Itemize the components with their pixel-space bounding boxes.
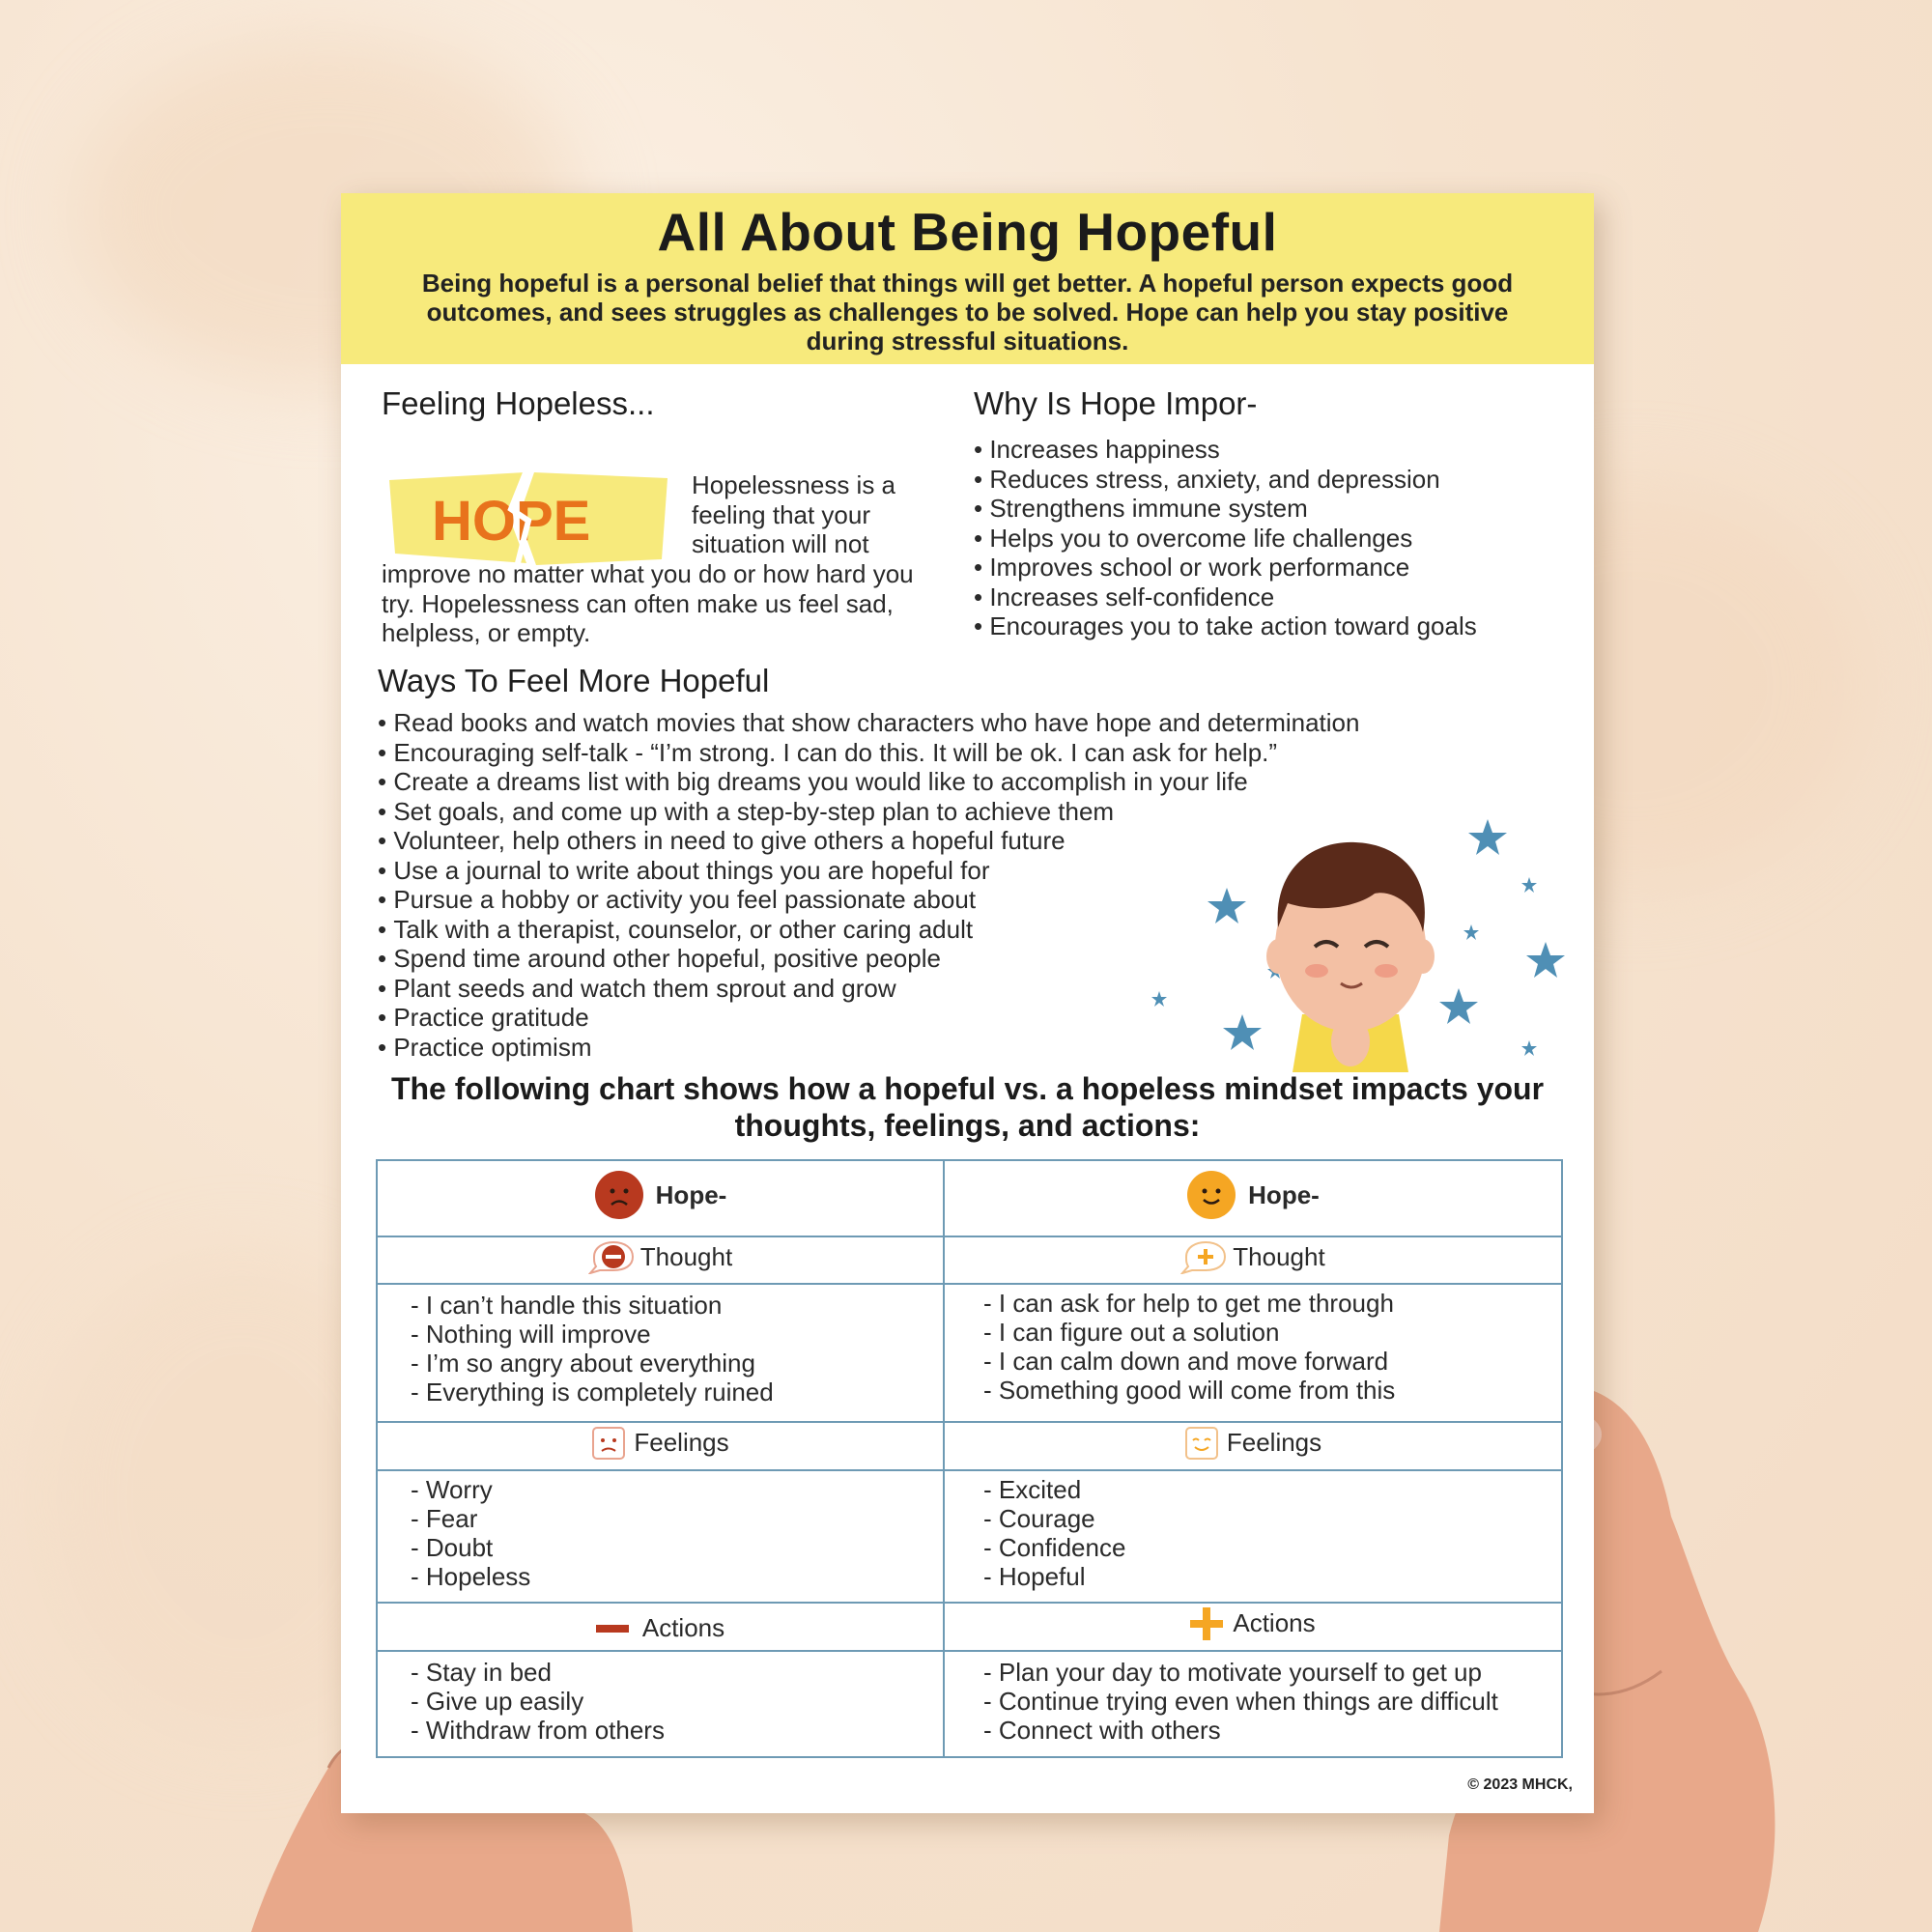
table-row (377, 1236, 1562, 1284)
list-item: • Increases self-confidence (974, 582, 1573, 612)
list-item: • Volunteer, help others in need to give others a hopeful future (378, 826, 1537, 856)
table-row (377, 1284, 1562, 1422)
table-row (377, 1470, 1562, 1603)
list-item: • Encourages you to take action toward goals (974, 611, 1573, 641)
list-item: • Encouraging self-talk - “I’m strong. I can do this. It will be ok. I can ask for help.” (378, 738, 1537, 768)
list-item: - Doubt (411, 1533, 943, 1562)
negative-actions-cell (377, 1651, 944, 1757)
star-icon (1468, 819, 1507, 855)
negative-feelings-list (378, 1475, 943, 1591)
list-item: • Helps you to overcome life challenges (974, 524, 1573, 554)
worksheet (341, 193, 1594, 1813)
list-item: • Improves school or work performance (974, 553, 1573, 582)
positive-thoughts-cell (944, 1284, 1562, 1422)
star-icon (1463, 924, 1479, 940)
positive-feelings-cell (944, 1470, 1562, 1603)
hopeless-line-2: feeling that your (692, 500, 871, 529)
list-item: • Talk with a therapist, counselor, or other caring adult (378, 915, 1537, 945)
negative-thoughts-cell (377, 1284, 944, 1422)
list-item: - Nothing will improve (411, 1320, 943, 1349)
hopeless-paragraph: improve no matter what you do or how hard you try. Hopelessness can often make us feel sad, helpless, or empty. (382, 559, 914, 647)
plus-icon (1190, 1607, 1223, 1640)
page-title: All About Being Hopeful (657, 202, 1278, 262)
table-row (377, 1603, 1562, 1651)
copyright (1467, 1776, 1573, 1794)
hopeless-header-label: Hope- (655, 1179, 727, 1209)
list-item: • Practice optimism (378, 1033, 1537, 1063)
sad-feelings-icon (591, 1426, 626, 1461)
intro-text: Being hopeful is a personal belief that things will get better. A hopeful person expects good outcomes, and sees struggles as challenges to be solved. Hope can help you stay positive during stressful situations. (421, 269, 1514, 355)
positive-thought-header (944, 1236, 1562, 1284)
list-item: - Everything is completely ruined (411, 1378, 943, 1406)
list-item: - Hopeless (411, 1562, 943, 1591)
list-item: - Give up easily (411, 1687, 943, 1716)
list-item: - Worry (411, 1475, 943, 1504)
list-item: • Strengthens immune system (974, 494, 1573, 524)
table-row (377, 1422, 1562, 1470)
negative-feelings-cell (377, 1470, 944, 1603)
feelings-label: Feelings (1226, 1428, 1322, 1457)
list-item: - Fear (411, 1504, 943, 1533)
star-icon (1151, 991, 1167, 1007)
list-item: • Use a journal to write about things you are hopeful for (378, 856, 1537, 886)
positive-thoughts-list (945, 1289, 1561, 1405)
list-item: - I can calm down and move forward (983, 1347, 1561, 1376)
why-list (974, 435, 1573, 641)
list-item: • Spend time around other hopeful, positive people (378, 944, 1537, 974)
hopeless-header-cell (377, 1160, 944, 1236)
list-item: - Confidence (983, 1533, 1561, 1562)
list-item: - Something good will come from this (983, 1376, 1561, 1405)
list-item: - I can ask for help to get me through (983, 1289, 1561, 1318)
broken-hope-logo (382, 470, 671, 567)
table-row (377, 1651, 1562, 1757)
list-item: - I can figure out a solution (983, 1318, 1561, 1347)
positive-actions-list (945, 1658, 1561, 1745)
negative-thoughts-list (378, 1291, 943, 1406)
hope-logo-text: HOPE (432, 490, 591, 553)
copyright-icon: © (1467, 1776, 1480, 1793)
list-item: - Excited (983, 1475, 1561, 1504)
hopeless-line-1: Hopelessness is a (692, 470, 895, 499)
list-item: - Stay in bed (411, 1658, 943, 1687)
list-item: - Connect with others (983, 1716, 1561, 1745)
list-item: - I’m so angry about everything (411, 1349, 943, 1378)
chart-caption: The following chart shows how a hopeful vs. a hopeless mindset impacts your thoughts, feelings, and actions: (390, 1071, 1545, 1143)
list-item: • Pursue a hobby or activity you feel passionate about (378, 885, 1537, 915)
thought-label: Thought (1233, 1241, 1325, 1271)
list-item: - Courage (983, 1504, 1561, 1533)
sad-face-icon (594, 1170, 644, 1220)
hopeless-heading: Feeling Hopeless... (382, 385, 655, 421)
negative-thought-header (377, 1236, 944, 1284)
star-icon (1526, 942, 1565, 978)
list-item: - Hopeful (983, 1562, 1561, 1591)
negative-actions-header (377, 1603, 944, 1651)
negative-actions-list (378, 1658, 943, 1745)
hopeless-line-3: situation will not (692, 529, 869, 558)
actions-label: Actions (1233, 1608, 1316, 1637)
list-item: • Create a dreams list with big dreams you would like to accomplish in your life (378, 767, 1537, 797)
actions-label: Actions (641, 1613, 725, 1643)
hopeful-header-label: Hope- (1248, 1179, 1320, 1209)
why-heading: Why Is Hope Impor- (974, 385, 1258, 421)
positive-actions-cell (944, 1651, 1562, 1757)
mindset-table (376, 1159, 1563, 1758)
feelings-label: Feelings (634, 1428, 729, 1457)
list-item: • Set goals, and come up with a step-by-step plan to achieve them (378, 797, 1537, 827)
star-icon (1208, 888, 1246, 923)
happy-face-icon (1186, 1170, 1236, 1220)
hopeful-header-cell (944, 1160, 1562, 1236)
list-item: • Reduces stress, anxiety, and depression (974, 465, 1573, 495)
star-icon (1223, 1014, 1262, 1050)
thought-label: Thought (639, 1241, 733, 1271)
hopeful-boy-illustration (1085, 811, 1568, 1072)
star-icon (1439, 988, 1478, 1024)
list-item: • Increases happiness (974, 435, 1573, 465)
list-item: • Plant seeds and watch them sprout and grow (378, 974, 1537, 1004)
star-icon (1521, 877, 1537, 893)
plus-bubble-icon (1180, 1239, 1227, 1274)
negative-feelings-header (377, 1422, 944, 1470)
list-item: - Continue trying even when things are difficult (983, 1687, 1561, 1716)
minus-bubble-icon (588, 1239, 635, 1274)
table-row (377, 1160, 1562, 1236)
list-item: - Plan your day to motivate yourself to get up (983, 1658, 1561, 1687)
list-item: - I can’t handle this situation (411, 1291, 943, 1320)
minus-icon (596, 1624, 629, 1634)
positive-actions-header (944, 1603, 1562, 1651)
positive-feelings-header (944, 1422, 1562, 1470)
list-item: - Withdraw from others (411, 1716, 943, 1745)
copyright-text: 2023 MHCK, (1483, 1776, 1573, 1793)
happy-feelings-icon (1184, 1426, 1219, 1461)
ways-heading: Ways To Feel More Hopeful (378, 663, 770, 698)
positive-feelings-list (945, 1475, 1561, 1591)
list-item: • Read books and watch movies that show characters who have hope and determination (378, 708, 1537, 738)
list-item: • Practice gratitude (378, 1003, 1537, 1033)
title-banner (341, 193, 1594, 364)
star-icon (1521, 1040, 1537, 1056)
